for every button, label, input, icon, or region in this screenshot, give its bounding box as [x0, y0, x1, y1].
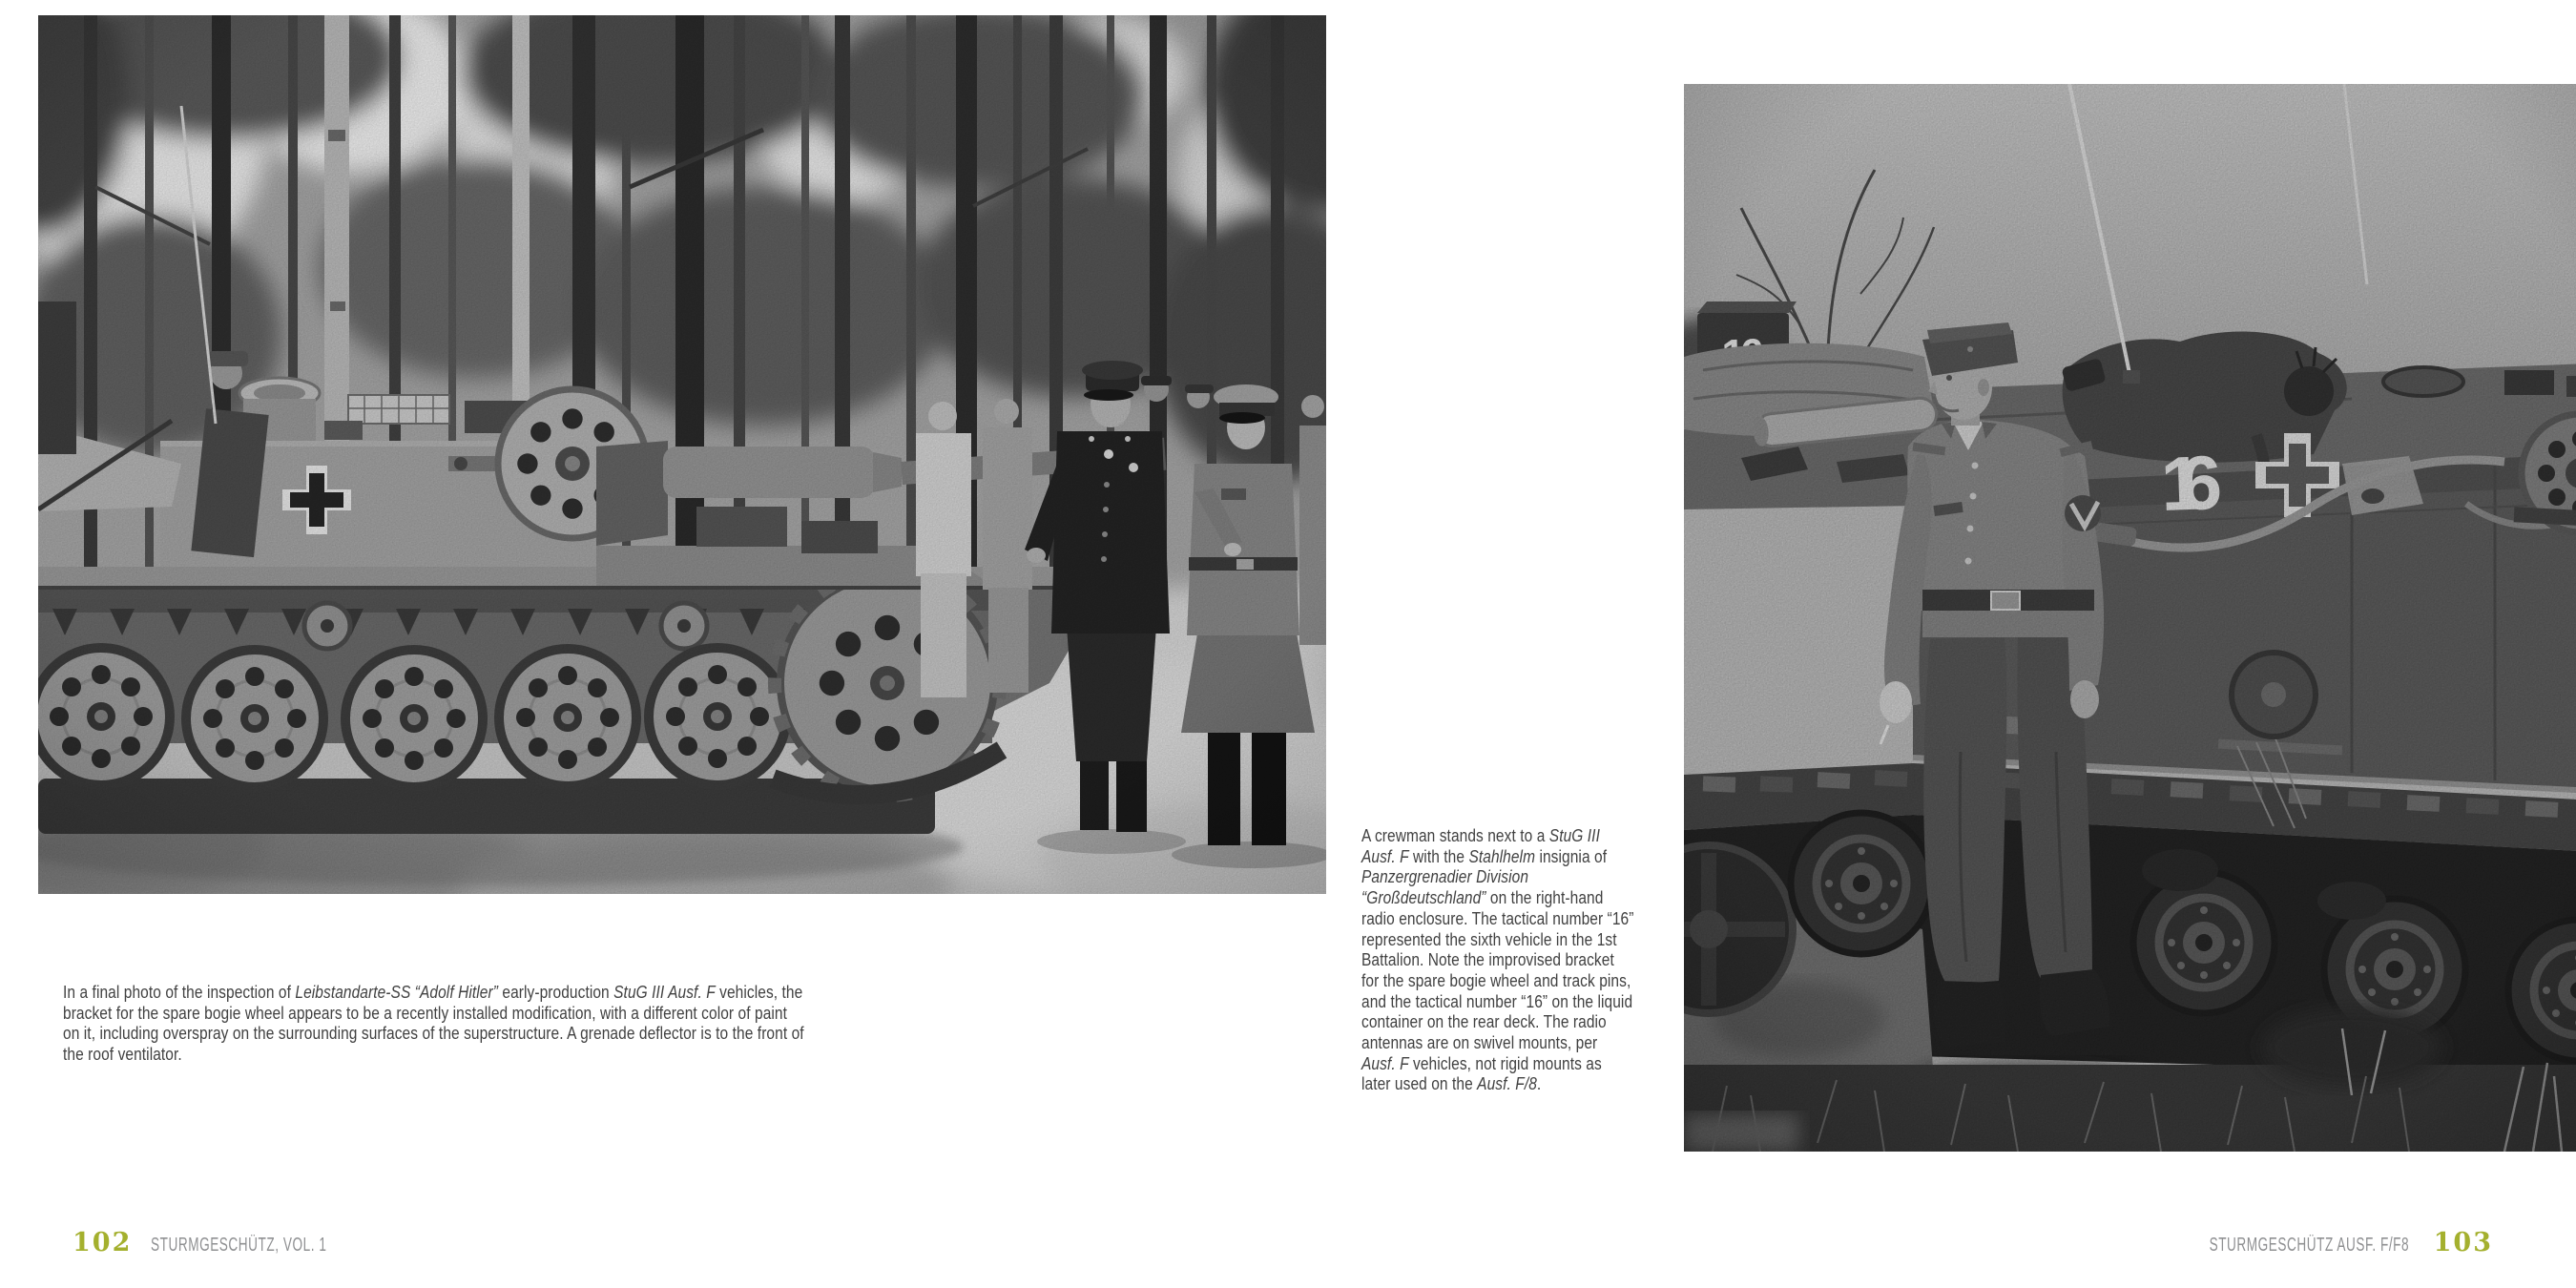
- right-page-footer: [2115, 1228, 2493, 1257]
- left-photo-caption: In a final photo of the inspection of Leibstandarte-SS “Adolf Hitler” early-production StuG III Ausf. F vehicles, the bracket for the spare bogie wheel appears to be a recently installed modification, with a different color of paint on it, including overspray on the surrounding surfaces of the superstructure. A grenade deflector is to the front of the roof ventilator.: [63, 983, 804, 1065]
- left-page-footer: [73, 1228, 410, 1257]
- right-running-title: STURMGESCHÜTZ AUSF. F/F8: [2209, 1235, 2409, 1256]
- left-photo: [38, 15, 1326, 894]
- right-photo: [1684, 84, 2576, 1152]
- left-photo-svg: [38, 15, 1326, 894]
- left-page-number: 102: [73, 1228, 133, 1257]
- right-page-number: 103: [2433, 1228, 2493, 1257]
- right-photo-caption: A crewman stands next to a StuG III Ausf. F with the Stahlhelm insignia of Panzergrenadier Division “Großdeutschland” on the right-hand radio enclosure. The tactical number “16” represented the sixth vehicle in the 1st Battalion. Note the improvised bracket for the spare bogie wheel and track pins, and the tactical number “16” on the liquid container on the rear deck. The radio antennas are on swivel mounts, per Ausf. F vehicles, not rigid mounts as later used on the Ausf. F/8.: [1361, 826, 1634, 1094]
- right-photo-svg: [1684, 84, 2576, 1152]
- left-running-title: STURMGESCHÜTZ, VOL. 1: [151, 1235, 327, 1256]
